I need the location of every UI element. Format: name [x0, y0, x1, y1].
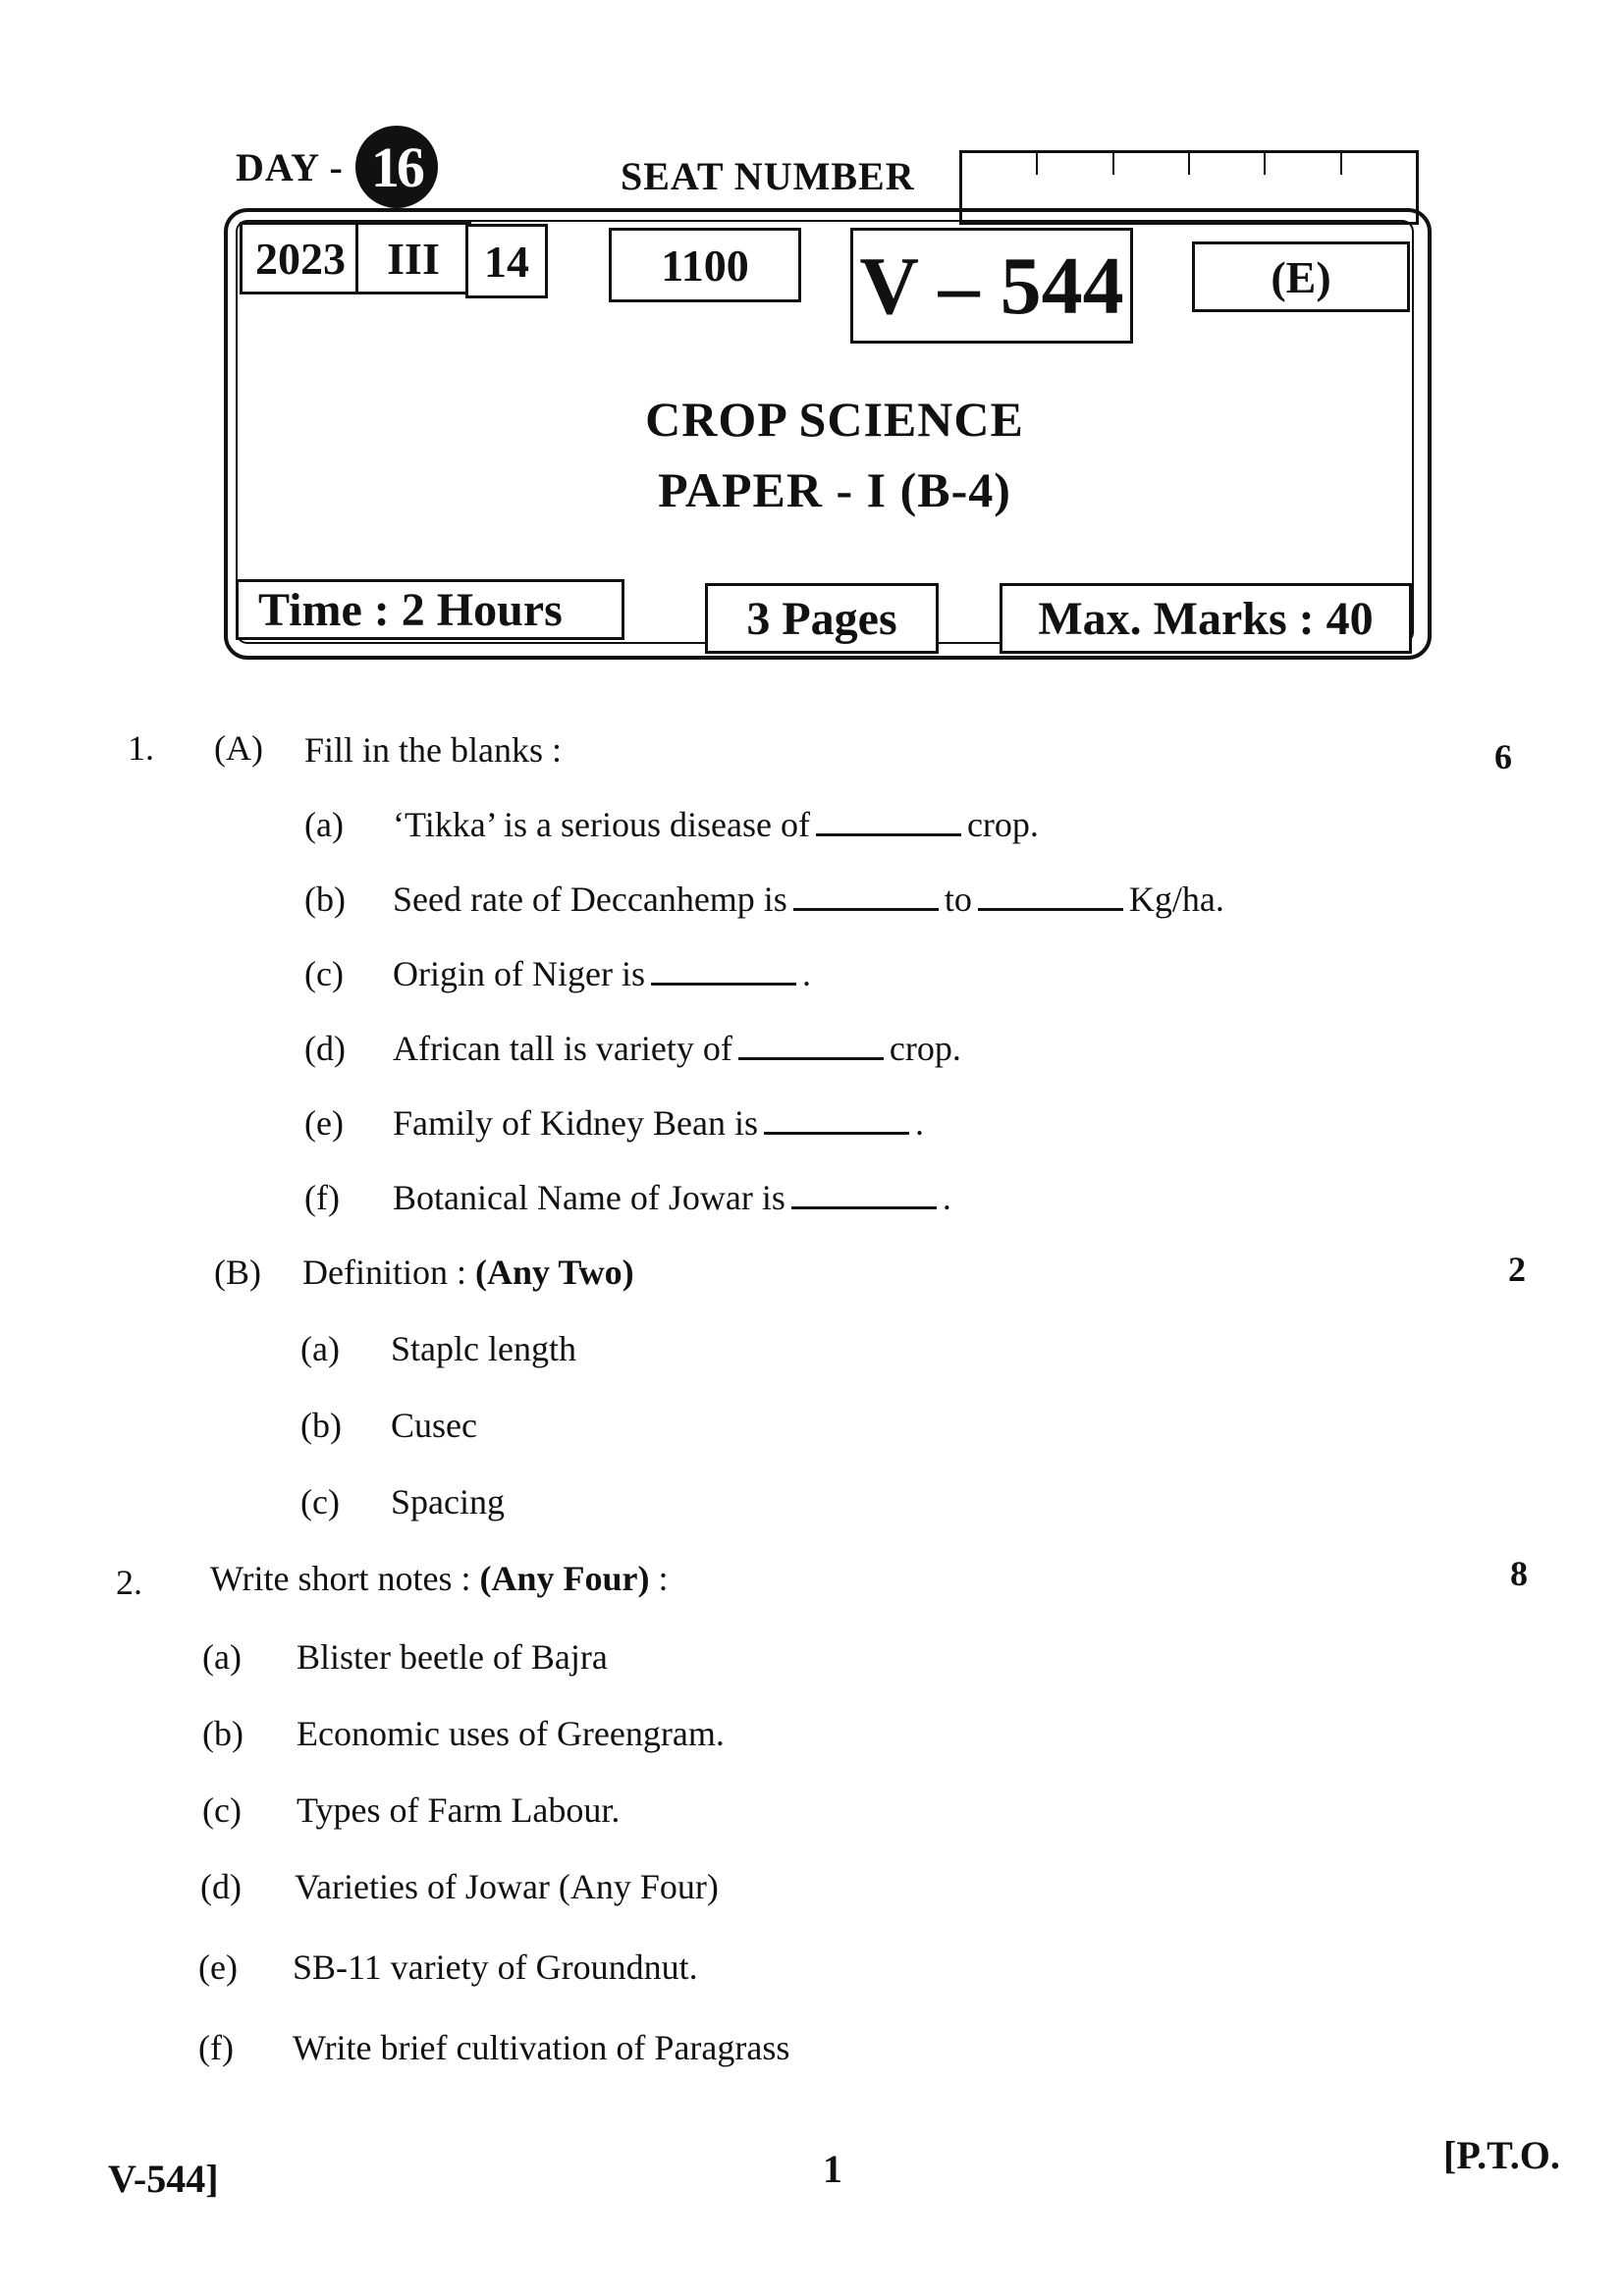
- question-title-instruction: (Any Four): [479, 1559, 650, 1598]
- question-title: [210, 1561, 669, 1596]
- paper-title: PAPER - I (B-4): [658, 462, 1011, 517]
- fill-blank-item: [304, 1031, 961, 1066]
- fill-blank-item: [304, 1180, 951, 1215]
- question-title-text: Write short notes :: [210, 1559, 480, 1598]
- day-indicator: [236, 126, 438, 208]
- question-number: 1.: [128, 728, 154, 768]
- item-label: (f): [304, 1178, 340, 1217]
- day-label: DAY -: [236, 144, 344, 189]
- item-label: (b): [202, 1714, 244, 1753]
- day-number-badge: 16: [355, 126, 438, 208]
- part-title: Fill in the blanks :: [304, 730, 563, 770]
- item-text: Economic uses of Greengram.: [297, 1714, 725, 1753]
- item-text: Spacing: [391, 1482, 505, 1522]
- answer-blank[interactable]: [738, 1056, 884, 1060]
- item-label: (c): [202, 1790, 242, 1830]
- item-text: Family of Kidney Bean is: [393, 1103, 758, 1143]
- answer-blank[interactable]: [651, 982, 796, 986]
- seat-number-cell[interactable]: [1114, 153, 1190, 175]
- item-text: African tall is variety of: [393, 1029, 732, 1068]
- item-text-middle: to: [944, 880, 972, 919]
- exam-code: 1100: [609, 228, 801, 302]
- part-title: [302, 1255, 634, 1290]
- answer-blank[interactable]: [793, 907, 939, 911]
- question-title-suffix: :: [649, 1559, 669, 1598]
- seat-number-label: SEAT NUMBER: [621, 154, 915, 198]
- answer-blank[interactable]: [764, 1131, 909, 1135]
- item-text: Origin of Niger is: [393, 954, 645, 993]
- question-number: 2.: [116, 1563, 142, 1602]
- answer-blank[interactable]: [816, 832, 961, 836]
- item-label: (b): [300, 1406, 342, 1445]
- item-label: (a): [304, 805, 344, 844]
- seat-number-cell[interactable]: [1190, 153, 1266, 175]
- item-label: (b): [304, 880, 346, 919]
- fill-blank-item: [304, 956, 811, 991]
- item-label: (c): [304, 954, 344, 993]
- marks: 8: [1510, 1554, 1528, 1593]
- language-code: (E): [1192, 241, 1410, 312]
- seat-number-cell[interactable]: [1038, 153, 1113, 175]
- short-note-item: [198, 2030, 789, 2065]
- short-note-item: [198, 1949, 698, 1985]
- seat-number-cell[interactable]: [1266, 153, 1341, 175]
- part-title-text: Definition :: [302, 1253, 475, 1292]
- max-marks: Max. Marks : 40: [1000, 583, 1412, 654]
- item-label: (e): [304, 1103, 344, 1143]
- item-label: (d): [200, 1867, 242, 1906]
- item-text: Staplc length: [391, 1329, 576, 1368]
- seat-number-cell[interactable]: [1342, 153, 1416, 175]
- item-text: Varieties of Jowar (Any Four): [295, 1867, 719, 1906]
- definition-item: [300, 1408, 477, 1443]
- exam-semester: III: [355, 222, 471, 294]
- short-note-item: [200, 1869, 719, 1904]
- item-label: (a): [300, 1329, 340, 1368]
- exam-year: 2023: [240, 222, 361, 294]
- exam-date: 14: [465, 224, 548, 298]
- part-label: (A): [214, 728, 263, 768]
- part-label: (B): [214, 1253, 261, 1292]
- footer-paper-code: V-544]: [108, 2157, 219, 2201]
- item-label: (a): [202, 1637, 242, 1677]
- item-text-after: crop.: [889, 1029, 961, 1068]
- item-text-after: crop.: [966, 805, 1039, 844]
- item-text: Seed rate of Deccanhemp is: [393, 880, 787, 919]
- time-allowed: Time : 2 Hours: [236, 579, 624, 640]
- answer-blank[interactable]: [978, 907, 1123, 911]
- item-label: (d): [304, 1029, 346, 1068]
- marks: 6: [1494, 737, 1512, 776]
- item-text: Botanical Name of Jowar is: [393, 1178, 785, 1217]
- item-text-after: .: [942, 1178, 951, 1217]
- answer-blank[interactable]: [791, 1205, 937, 1209]
- marks: 2: [1508, 1250, 1526, 1289]
- item-label: (e): [198, 1948, 238, 1987]
- item-text-after: Kg/ha.: [1128, 880, 1224, 919]
- item-text: Cusec: [391, 1406, 477, 1445]
- fill-blank-item: [304, 881, 1224, 917]
- short-note-item: [202, 1716, 725, 1751]
- item-text: Blister beetle of Bajra: [297, 1637, 608, 1677]
- pto-label: [P.T.O.: [1443, 2133, 1560, 2177]
- definition-item: [300, 1484, 505, 1520]
- fill-blank-item: [304, 1105, 924, 1141]
- short-note-item: [202, 1792, 620, 1828]
- seat-number-cell[interactable]: [962, 153, 1038, 175]
- fill-blank-item: [304, 807, 1039, 842]
- page-number: 1: [823, 2147, 842, 2191]
- item-text: SB-11 variety of Groundnut.: [293, 1948, 698, 1987]
- paper-code: V – 544: [850, 228, 1133, 344]
- short-note-item: [202, 1639, 608, 1675]
- item-label: (f): [198, 2028, 234, 2067]
- item-text-after: .: [801, 954, 811, 993]
- page-count: 3 Pages: [705, 583, 939, 654]
- item-text: Write brief cultivation of Paragrass: [293, 2028, 790, 2067]
- definition-item: [300, 1331, 576, 1366]
- item-label: (c): [300, 1482, 340, 1522]
- subject-title: CROP SCIENCE: [645, 392, 1024, 447]
- item-text: ‘Tikka’ is a serious disease of: [393, 805, 810, 844]
- item-text-after: .: [914, 1103, 924, 1143]
- item-text: Types of Farm Labour.: [297, 1790, 621, 1830]
- part-title-instruction: (Any Two): [474, 1253, 634, 1292]
